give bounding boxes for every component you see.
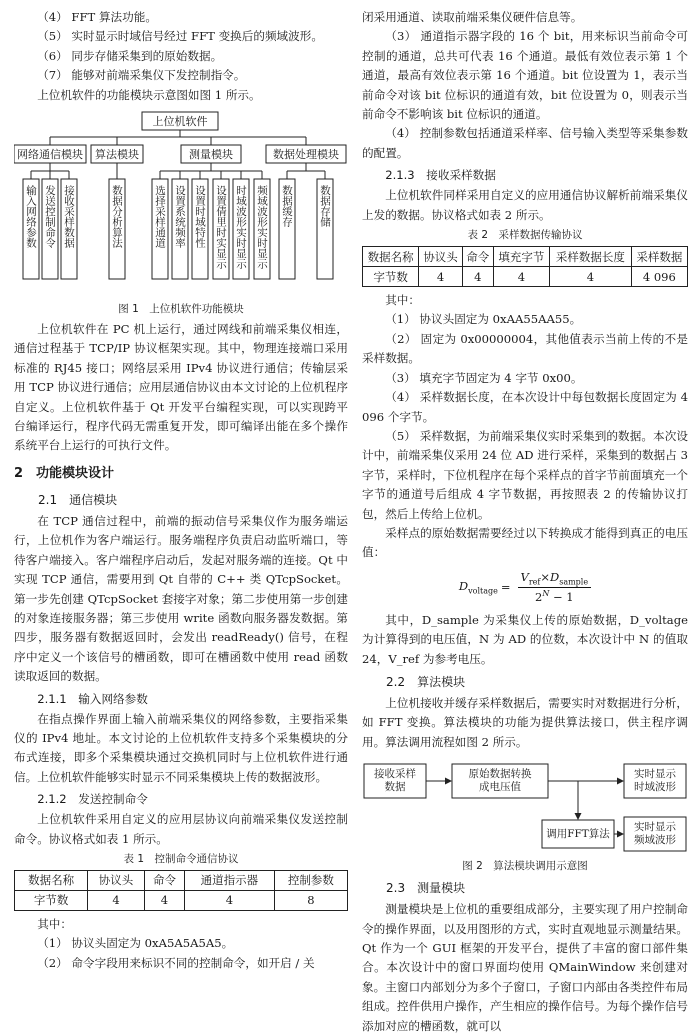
continued-paragraph: 闭采用通道、读取前端采集仪硬件信息等。 — [362, 10, 583, 24]
para-after-fig1: 上位机软件在 PC 机上运行，通过网线和前端采集仪相连，通信过程基于 TCP/IP 协议框架实现。其中，物理连接端口采用标准的 RJ45 接口；网络层采用 IPv4 协议进行通信；传输层采用 TCP 协议进行通信；应用层通信协议由本文讨论的上位机程序自定义。上位机软件基于 Qt 开发平台编程实现，可以实现跨平台编译运行，程序代码无需重复开发，即可编译出能在多个操作系统平台上运行的可执行文件。 — [14, 322, 348, 453]
table-2-notes-lead: 其中： — [385, 293, 420, 308]
table-cell: 采样数据长度 — [550, 247, 632, 267]
table-1-notes-lead: 其中： — [37, 916, 72, 931]
section-2-title: 2 功能模块设计 — [14, 465, 115, 481]
section-2-1-3-title: 2.1.3 接收采样数据 — [385, 168, 496, 183]
fig1-leaf: 数据分析算法 — [111, 185, 123, 249]
formula-lead: 采样点的原始数据需要经过以下转换成才能得到真正的电压值： — [362, 525, 688, 560]
table-cell: 数据名称 — [363, 247, 419, 267]
table-cell: 4 — [144, 890, 184, 910]
table-2-note: （5） 采样数据，为前端采集仪实时采集到的数据。本次设计中，前端采集仪采用 24 位 AD 进行采样，采集到的数据占 3 字节，采样时，下位机程序在每个采样点的首字节前面填充一个字节的通道号后组成 4 字节数据，再按照表 2 的传输协议打包，然后上传给上位机。 — [362, 428, 688, 521]
table-2-note: （4） 采样数据长度，在本次设计中每包数据长度固定为 4 096 个字节。 — [362, 390, 688, 424]
table-1-note: （4） 控制参数包括通道采样率、信号输入类型等采集参数的配置。 — [362, 126, 688, 160]
figure-1-caption: 图 1 上位机软件功能模块 — [118, 303, 244, 316]
fig1-leaf: 数据存储 — [319, 185, 331, 228]
formula-fraction: $\frac{V_{ref}\times D_{sample}}{2^N - 1}$ — [518, 570, 592, 604]
para-2-1-1: 在指点操作界面上输入前端采集仪的网络参数，主要指采集仪的 IPv4 地址。本文讨论的上位机软件支持多个采集模块的分布式连接，即多个采集模块通过交换机同时与上位机软件进行通信。上位机软件能够实时显示不同采集模块上传的数据波形。 — [14, 711, 348, 784]
para-2-2: 上位机接收并缓存采样数据后，需要实时对数据进行分析，如 FFT 变换。算法模块的功能为提供算法接口，供主程序调用。算法调用流程如图 2 所示。 — [362, 695, 688, 749]
table-2-header-row — [363, 247, 688, 267]
table-cell: 命令 — [462, 247, 493, 267]
table-cell: 协议头 — [88, 870, 145, 890]
table-cell: 字节数 — [15, 890, 88, 910]
table-1-note: （1） 协议头固定为 0xA5A5A5A5。 — [37, 936, 234, 951]
table-2-caption: 表 2 采样数据传输协议 — [467, 229, 583, 242]
formula-explanation: 其中，D_sample 为采集仪上传的原始数据，D_voltage 为计算得到的电压值，N 为 AD 的位数，本次设计中 N 的值取 24，V_ref 为参考电压。 — [362, 612, 688, 666]
figure-2-algorithm-flow — [362, 758, 688, 856]
fig1-group-algorithm: 算法模块 — [95, 148, 139, 162]
table-cell: 字节数 — [363, 267, 419, 287]
table-2 — [362, 246, 688, 287]
fig2-label: 调用FFT算法 — [546, 827, 610, 840]
table-2-note: （2） 固定为 0x00000004，其他值表示当前上传的不是采样数据。 — [362, 331, 688, 366]
fig1-leaf: 时域波形实时显示 — [235, 185, 247, 270]
section-2-3-title: 2.3 测量模块 — [386, 881, 466, 896]
table-1 — [14, 870, 348, 911]
fig1-group-measure: 测量模块 — [189, 148, 233, 162]
table-cell: 通道指示器 — [185, 870, 275, 890]
fig1-leaf: 接收采样数据 — [63, 185, 75, 249]
table-cell: 数据名称 — [15, 870, 88, 890]
para-2-3: 测量模块是上位机的重要组成部分，主要实现了用户控制命令的操作界面，以及用图形的方式，实时直观地显示测量结果。Qt 作为一个 GUI 框架的开发平台，提供了丰富的窗口部件集合。本次设计中的窗口界面均使用 QMainWindow 来创建对象。主窗口内部划分为多个子窗口，子窗口内部由各类控件布局组成。控件供用户操作，产生相应的操作信号。为每个操作信号添加对应的槽函数，就可以 — [362, 902, 688, 1033]
fig2-label: 实时显示时域波形 — [634, 768, 676, 794]
table-cell: 4 — [185, 890, 275, 910]
fig2-label: 实时显示频域波形 — [634, 821, 676, 847]
table-cell: 采样数据 — [631, 247, 687, 267]
formula-lhs: $D_{voltage}$ — [458, 578, 498, 595]
fig1-group-network: 网络通信模块 — [17, 148, 83, 162]
table-2-note: （1） 协议头固定为 0xAA55AA55。 — [385, 312, 582, 327]
intro-item-7: （7） 能够对前端采集仪下发控制指令。 — [37, 68, 246, 83]
section-2-1-1-title: 2.1.1 输入网络参数 — [37, 691, 148, 706]
fig2-label: 接收采样数据 — [374, 768, 416, 794]
table-1-caption: 表 1 控制命令通信协议 — [123, 852, 239, 865]
fig1-leaf: 设置倩里时实显示 — [215, 185, 227, 270]
left-column — [14, 8, 348, 973]
table-cell: 4 — [419, 267, 463, 287]
fig1-leaf: 频域波形实时显示 — [256, 185, 268, 270]
fig1-root-label: 上位机软件 — [152, 115, 208, 129]
fig1-leaf: 输入网络参数 — [25, 185, 37, 249]
intro-sentence: 上位机软件的功能模块示意图如图 1 所示。 — [37, 87, 261, 102]
section-2-2-title: 2.2 算法模块 — [386, 674, 466, 689]
fig1-leaf: 发送控制命令 — [44, 185, 56, 249]
fig1-leaf: 选择采样通道 — [154, 185, 166, 249]
table-cell: 协议头 — [419, 247, 463, 267]
table-cell: 命令 — [144, 870, 184, 890]
table-cell: 4 — [462, 267, 493, 287]
fig1-leaf: 数据缓存 — [281, 185, 293, 228]
para-2-1: 在 TCP 通信过程中，前端的振动信号采集仪作为服务端运行，上位机作为客户端运行。服务端程序负责启动监听端口，等待客户端接入。客户端程序启动后，发起对服务端的连接。Qt 中实现 TCP 通信，需要用到 Qt 自带的 C++ 类 QTcpSocket。第一步先创建 QTcpSocket 套接字对象；第二步使用第一步创建的对象连接服务器；第三步使用 write 函数向服务器发数据。第四步，服务器有数据返回时，会发出 readReady() 信号，在程序中定义一个该信号的槽函数，即可在槽函数中使用 read 函数读取返回的数据。 — [14, 513, 348, 684]
fig1-leaf: 设置时域特性 — [194, 185, 206, 249]
right-column — [362, 8, 688, 1036]
table-cell: 4 096 — [631, 267, 687, 287]
section-2-1-title: 2.1 通信模块 — [38, 492, 118, 507]
figure-2-caption: 图 2 算法模块调用示意图 — [462, 860, 588, 873]
intro-item-6: （6） 同步存储采集到的原始数据。 — [37, 48, 223, 63]
table-2-data-row — [363, 267, 688, 287]
table-cell: 4 — [88, 890, 145, 910]
para-2-1-2: 上位机软件采用自定义的应用层协议向前端采集仪发送控制命令。协议格式如表 1 所示。 — [14, 812, 348, 846]
fig2-label: 原始数据转换成电压值 — [468, 768, 532, 794]
table-2-note: （3） 填充字节固定为 4 字节 0x00。 — [385, 370, 583, 385]
table-cell: 8 — [274, 890, 347, 910]
para-2-1-3: 上位机软件同样采用自定义的应用通信协议解析前端采集仪上发的数据。协议格式如表 2 所示。 — [362, 188, 688, 222]
table-cell: 4 — [493, 267, 549, 287]
figure-1-module-tree — [14, 109, 348, 299]
table-cell: 控制参数 — [274, 870, 347, 890]
intro-item-4: （4） FFT 算法功能。 — [37, 10, 157, 24]
table-1-note: （2） 命令字段用来标识不同的控制命令，如开启 / 关 — [37, 955, 315, 970]
table-1-data-row — [15, 890, 348, 910]
table-cell: 4 — [550, 267, 632, 287]
section-2-1-2-title: 2.1.2 发送控制命令 — [37, 792, 148, 807]
fig1-group-data: 数据处理模块 — [273, 148, 339, 162]
voltage-formula: $D_{voltage}$ = $\frac{V_{ref}\times D_{sample}}{2^N - 1}$ — [362, 563, 688, 611]
table-1-header-row — [15, 870, 348, 890]
table-1-note: （3） 通道指示器字段的 16 个 bit，用来标识当前命令可控制的通道，总共可代表 16 个通道。最低有效位表示第 1 个通道，最高有效位表示第 16 个通道。bit 位设置为 1，表示当前命令对该 bit 位标识的通道有效，bit 位设置为 0，则表示当前命令不影响该 bit 位标识的通道。 — [362, 29, 688, 122]
fig1-leaf: 设置系统频率 — [174, 185, 186, 249]
table-cell: 填充字节 — [493, 247, 549, 267]
intro-item-5: （5） 实时显示时域信号经过 FFT 变换后的频域波形。 — [37, 29, 323, 44]
